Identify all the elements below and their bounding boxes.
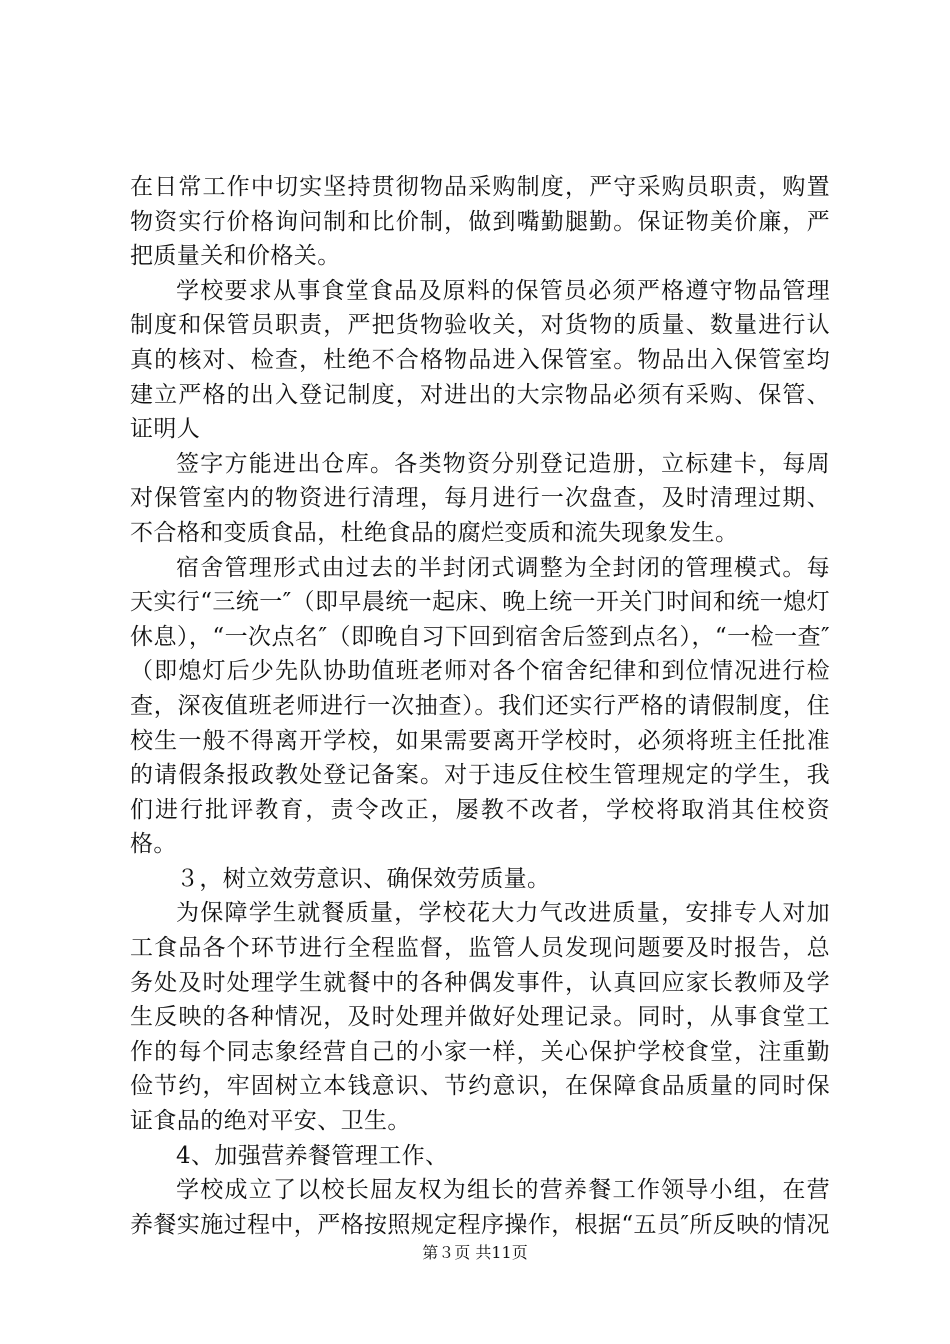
paragraph-dining-quality: 为保障学生就餐质量，学校花大力气改进质量，安排专人对加工食品各个环节进行全程监督，监管人员发现问题要及时报告，总务处及时处理学生就餐中的各种偶发事件，认真回应家长教师及学生反映的各种情况，及时处理并做好处理记录。同时，从事食堂工作的每个同志象经营自己的小家一样，关心保护学校食堂，注重勤俭节约，牢固树立本钱意识、节约意识，在保障食品质量的同时保证食品的绝对平安、卫生。 — [130, 900, 830, 1135]
paragraph-storekeeper: 学校要求从事食堂食品及原料的保管员必须严格遵守物品管理制度和保管员职责，严把货物验收关，对货物的质量、数量进行认真的核对、检查，杜绝不合格物品进入保管室。物品出入保管室均建立严格的出入登记制度，对进出的大宗物品必须有采购、保管、证明人 — [130, 277, 830, 443]
paragraph-dormitory: 宿舍管理形式由过去的半封闭式调整为全封闭的管理模式。每天实行“三统一″（即早晨统一起床、晚上统一开关门时间和统一熄灯休息），“一次点名″（即晚自习下回到宿舍后签到点名），“一检一查″（即熄灯后少先队协助值班老师对各个宿舍纪律和到位情况进行检查，深夜值班老师进行一次抽查）。我们还实行严格的请假制度，住校生一般不得离开学校，如果需要离开学校时，必须将班主任批准的请假条报政教处登记备案。对于违反住校生管理规定的学生，我们进行批评教育，责令改正，屡教不改者，学校将取消其住校资格。 — [130, 554, 830, 858]
heading-nutrition-meal: 4、加强营养餐管理工作、 — [176, 1142, 449, 1169]
heading-service-awareness: ３，树立效劳意识、确保效劳质量。 — [176, 865, 551, 892]
paragraph-nutrition-group: 学校成立了以校长屈友权为组长的营养餐工作领导小组，在营养餐实施过程中，严格按照规定程序操作，根据“五员″所反映的情况 — [130, 1177, 830, 1238]
paragraph-warehouse: 签字方能进出仓库。各类物资分别登记造册，立标建卡，每周对保管室内的物资进行清理，每月进行一次盘查，及时清理过期、不合格和变质食品，杜绝食品的腐烂变质和流失现象发生。 — [130, 450, 830, 546]
paragraph-procurement: 在日常工作中切实坚持贯彻物品采购制度，严守采购员职责，购置物资实行价格询问制和比价制，做到嘴勤腿勤。保证物美价廉，严把质量关和价格关。 — [130, 174, 830, 270]
document-body — [130, 170, 830, 1242]
page-number-footer: 第３页 共11页 — [422, 1243, 528, 1262]
